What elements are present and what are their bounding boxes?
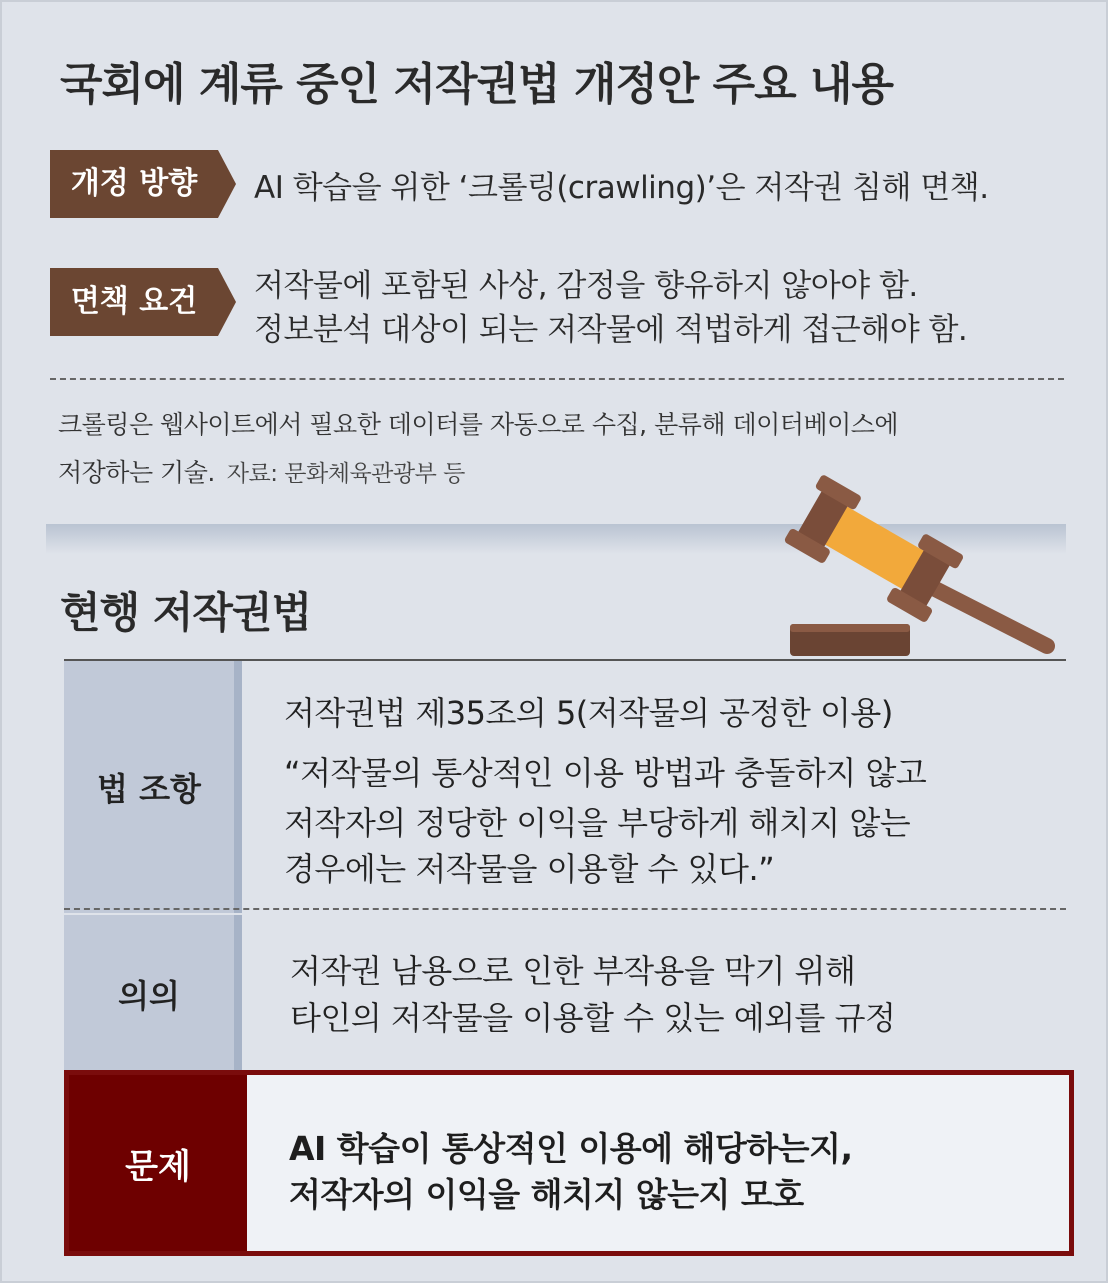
exemption-requirement-2: 정보분석 대상이 되는 저작물에 적법하게 접근해야 함. xyxy=(254,312,968,348)
crawling-note-line2-text: 저장하는 기술. xyxy=(58,458,215,487)
page-title: 국회에 계류 중인 저작권법 개정안 주요 내용 xyxy=(60,59,893,110)
gavel-icon xyxy=(772,464,1072,664)
law-provision-line2: “저작물의 통상적인 이용 방법과 충돌하지 않고 xyxy=(284,754,927,792)
law-provision-line1: 저작권법 제35조의 5(저작물의 공정한 이용) xyxy=(284,694,893,732)
amendment-direction-text: AI 학습을 위한 ‘크롤링(crawling)’은 저작권 침해 면책. xyxy=(254,170,989,206)
law-provision-line4: 경우에는 저작물을 이용할 수 있다.” xyxy=(284,850,775,888)
significance-label xyxy=(64,915,242,1073)
exemption-requirement-1: 저작물에 포함된 사상, 감정을 향유하지 않아야 함. xyxy=(254,268,918,304)
tag-exemption-requirements: 면책 요건 xyxy=(50,268,218,336)
problem-line1: AI 학습이 통상적인 이용에 해당하는지, xyxy=(289,1129,853,1168)
problem-line2: 저작자의 이익을 해치지 않는지 모호 xyxy=(289,1175,804,1214)
tag-amendment-direction: 개정 방향 xyxy=(50,150,218,218)
problem-label xyxy=(69,1075,247,1251)
source-text: 자료: 문화체육관광부 등 xyxy=(226,461,465,487)
significance-line2: 타인의 저작물을 이용할 수 있는 예외를 규정 xyxy=(290,999,896,1037)
crawling-note-line1: 크롤링은 웹사이트에서 필요한 데이터를 자동으로 수집, 분류해 데이터베이스에 xyxy=(58,410,899,439)
law-provision-label xyxy=(64,661,242,913)
divider xyxy=(50,378,1064,380)
problem-label-text: 문제 xyxy=(125,1146,191,1187)
section-title: 현행 저작권법 xyxy=(60,588,312,637)
row-divider xyxy=(64,908,1066,910)
crawling-note-line2 xyxy=(58,453,465,489)
problem-box xyxy=(64,1070,1074,1256)
significance-label-text: 의의 xyxy=(118,977,180,1015)
significance-line1: 저작권 남용으로 인한 부작용을 막기 위해 xyxy=(290,952,856,990)
law-provision-label-text: 법 조항 xyxy=(97,770,201,808)
law-provision-line3: 저작자의 정당한 이익을 부당하게 해치지 않는 xyxy=(284,804,911,842)
